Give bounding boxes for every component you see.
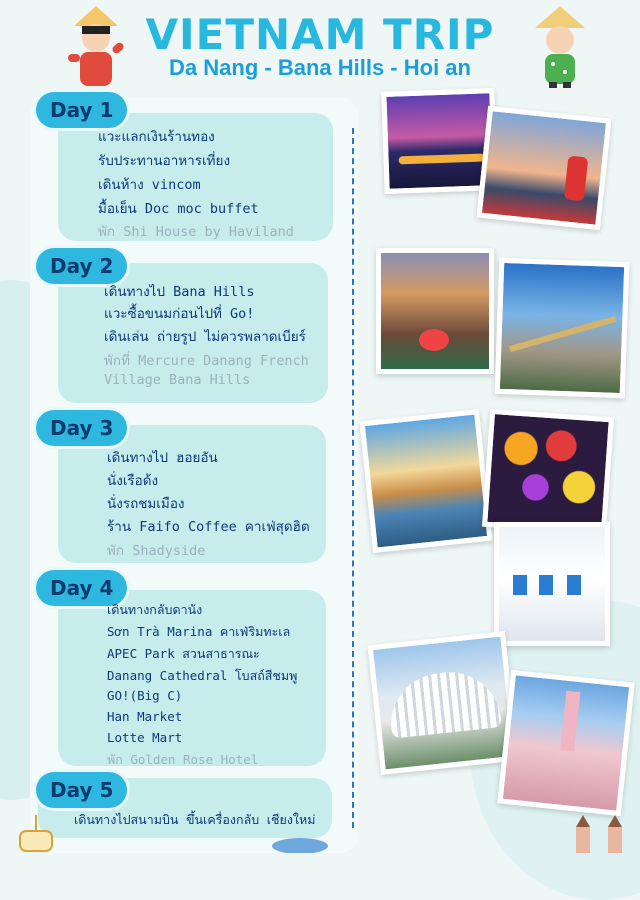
- day-4-badge: Day 4: [36, 570, 127, 606]
- day-3-line: เดินทางไป ฮอยอัน: [107, 450, 218, 466]
- day-1-line: รับประทานอาหารเที่ยง: [98, 153, 231, 169]
- french-village-photo: [376, 248, 494, 374]
- hoi-an-bridge-photo: [359, 409, 492, 553]
- day-4-line: GO!(Big C): [107, 688, 183, 703]
- golden-bridge-hands-photo: [495, 258, 630, 398]
- day-2-badge: Day 2: [36, 248, 127, 284]
- day-1-line: แวะแลกเงินร้านทอง: [98, 129, 215, 145]
- cathedral-illustration-icon: [570, 815, 630, 853]
- day-4-line: Han Market: [107, 709, 183, 724]
- lantern-decoration: [16, 815, 56, 853]
- day-1-line: เดินห้าง vincom: [98, 177, 201, 193]
- day-3-hotel-line: พัก Shadyside: [107, 543, 206, 559]
- day-2-hotel-line: พักที่ Mercure Danang French: [104, 353, 309, 369]
- day-4-line: เดินทางกลับดานัง: [107, 602, 203, 617]
- airplane-icon: [270, 832, 330, 853]
- day-3-badge: Day 3: [36, 410, 127, 446]
- day-1-hotel-line: พัก Shi House by Haviland: [98, 224, 294, 240]
- day-2-hotel-line: Village Bana Hills: [104, 372, 251, 388]
- day-4-line: Danang Cathedral โบสถ์สีชมพู: [107, 668, 298, 683]
- page-title: VIETNAM TRIP: [145, 10, 495, 59]
- day-3-line: นั่งเรือด้ง: [107, 473, 159, 489]
- dashed-divider: [352, 128, 354, 828]
- dragon-statue-sunset-photo: [476, 106, 611, 230]
- day-2-line: เดินเล่น ถ่ายรูป ไม่ควรพลาดเบียร์: [104, 329, 306, 345]
- day-3-line: นั่งรถชมเมือง: [107, 496, 185, 512]
- day-5-badge: Day 5: [36, 772, 127, 808]
- day-2-line: แวะซื้อขนมก่อนไปที่ Go!: [104, 306, 255, 322]
- day-4-line: Sơn Trà Marina คาเฟ่ริมทะเล: [107, 624, 291, 639]
- day-5-line: เดินทางไปสนามบิน ขึ้นเครื่องกลับ เชียงใหม่: [74, 812, 316, 827]
- day-4-hotel-line: พัก Golden Rose Hotel: [107, 752, 259, 767]
- apec-park-dome-photo: [368, 631, 519, 775]
- day-4-line: APEC Park สวนสาธารณะ: [107, 646, 260, 661]
- page-subtitle: Da Nang - Bana Hills - Hoi an: [169, 55, 471, 80]
- day-1-line: มื้อเย็น Doc moc buffet: [98, 201, 259, 217]
- pink-cathedral-photo: [497, 670, 634, 816]
- lanterns-photo: [482, 409, 614, 535]
- day-4-line: Lotte Mart: [107, 730, 183, 745]
- day-3-line: ร้าน Faifo Coffee คาเฟ่สุดฮิต: [107, 519, 310, 535]
- day-2-line: เดินทางไป Bana Hills: [104, 284, 255, 300]
- blue-white-house-photo: [494, 522, 610, 646]
- day-1-badge: Day 1: [36, 92, 127, 128]
